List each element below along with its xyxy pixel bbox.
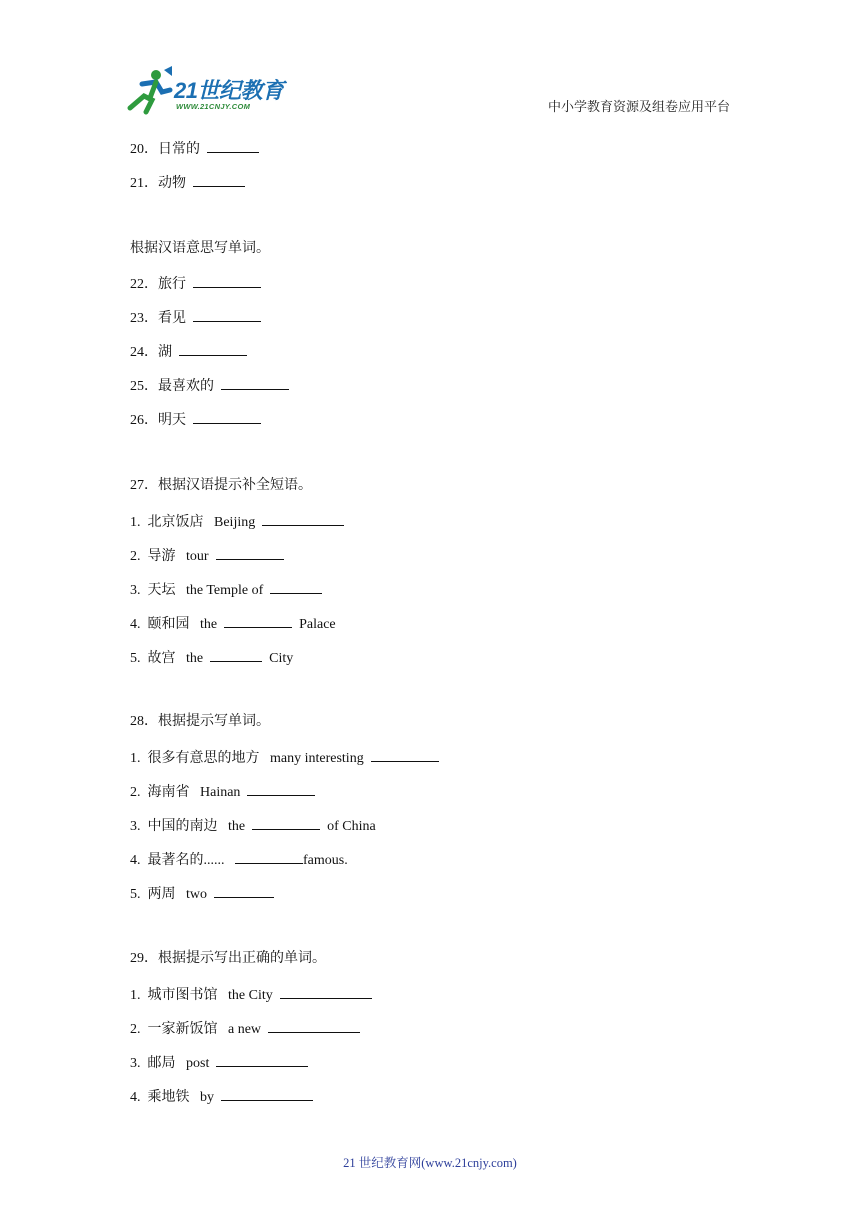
answer-blank[interactable] bbox=[270, 579, 322, 594]
answer-blank[interactable] bbox=[252, 815, 320, 830]
answer-blank[interactable] bbox=[221, 1086, 313, 1101]
question-line: 3. 天坛 the Temple of bbox=[130, 579, 322, 600]
answer-blank[interactable] bbox=[221, 375, 289, 390]
answer-blank[interactable] bbox=[371, 747, 439, 762]
answer-blank[interactable] bbox=[216, 545, 284, 560]
answer-blank[interactable] bbox=[262, 511, 344, 526]
platform-slogan: 中小学教育资源及组卷应用平台 bbox=[547, 99, 730, 114]
answer-blank[interactable] bbox=[193, 273, 261, 288]
question-line: 1. 城市图书馆 the City bbox=[130, 984, 372, 1005]
question-line: 25．最喜欢的 bbox=[130, 375, 289, 396]
section-heading: 28．根据提示写单词。 bbox=[130, 714, 270, 729]
answer-blank[interactable] bbox=[207, 138, 259, 153]
answer-blank[interactable] bbox=[224, 613, 292, 628]
question-line: 24．湖 bbox=[130, 341, 247, 362]
question-line: 1. 北京饭店 Beijing bbox=[130, 511, 344, 532]
section-heading: 27．根据汉语提示补全短语。 bbox=[130, 478, 312, 493]
answer-blank[interactable] bbox=[210, 647, 262, 662]
question-line: 22．旅行 bbox=[130, 273, 261, 294]
runner-logo-icon bbox=[122, 66, 174, 116]
question-line: 21．动物 bbox=[130, 172, 245, 193]
question-line: 5. 故宫 the City bbox=[130, 647, 293, 668]
answer-blank[interactable] bbox=[193, 172, 245, 187]
section-heading: 根据汉语意思写单词。 bbox=[130, 241, 270, 256]
logo-url: WWW.21CNJY.COM bbox=[176, 102, 251, 111]
question-line: 1. 很多有意思的地方 many interesting bbox=[130, 747, 439, 768]
question-line: 4. 最著名的...... famous. bbox=[130, 849, 348, 870]
answer-blank[interactable] bbox=[235, 849, 303, 864]
logo-text: 21世纪教育 bbox=[174, 78, 284, 103]
answer-blank[interactable] bbox=[247, 781, 315, 796]
section-heading: 29．根据提示写出正确的单词。 bbox=[130, 951, 326, 966]
question-line: 3. 中国的南边 the of China bbox=[130, 815, 376, 836]
question-line: 2. 导游 tour bbox=[130, 545, 284, 566]
answer-blank[interactable] bbox=[268, 1018, 360, 1033]
question-line: 26．明天 bbox=[130, 409, 261, 430]
question-line: 2. 海南省 Hainan bbox=[130, 781, 315, 802]
question-line: 23．看见 bbox=[130, 307, 261, 328]
answer-blank[interactable] bbox=[193, 409, 261, 424]
question-line: 4. 颐和园 the Palace bbox=[130, 613, 336, 634]
page-footer[interactable]: 21 世纪教育网(www.21cnjy.com) bbox=[343, 1156, 517, 1170]
question-line: 5. 两周 two bbox=[130, 883, 274, 904]
question-line: 20．日常的 bbox=[130, 138, 259, 159]
page-header bbox=[0, 0, 860, 130]
answer-blank[interactable] bbox=[216, 1052, 308, 1067]
answer-blank[interactable] bbox=[193, 307, 261, 322]
question-line: 4. 乘地铁 by bbox=[130, 1086, 313, 1107]
answer-blank[interactable] bbox=[214, 883, 274, 898]
answer-blank[interactable] bbox=[179, 341, 247, 356]
logo bbox=[122, 66, 292, 116]
question-line: 2. 一家新饭馆 a new bbox=[130, 1018, 360, 1039]
answer-blank[interactable] bbox=[280, 984, 372, 999]
question-line: 3. 邮局 post bbox=[130, 1052, 308, 1073]
